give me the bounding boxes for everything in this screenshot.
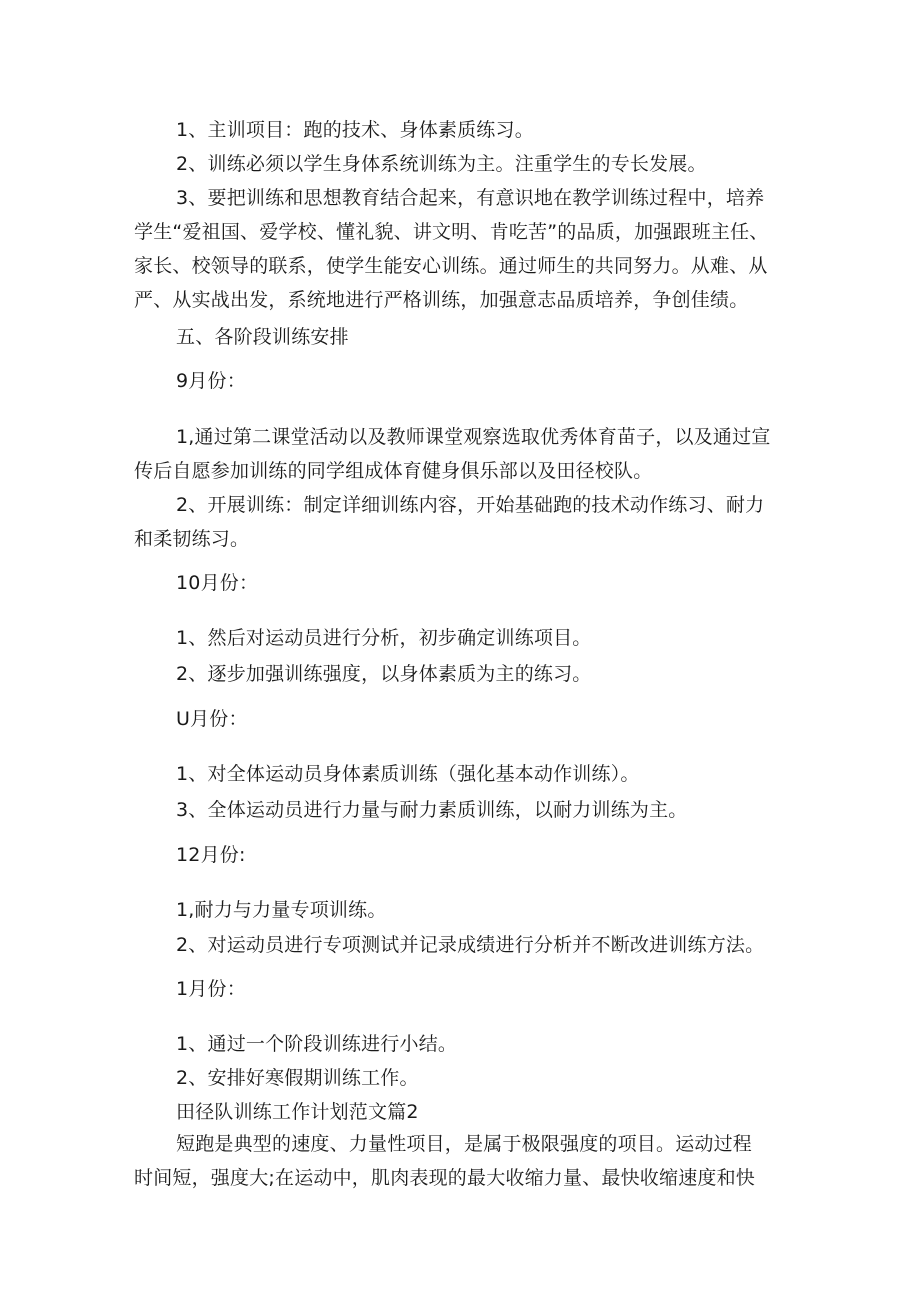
month-heading: U月份：: [176, 708, 248, 730]
paragraph-line: 2、开展训练：制定详细训练内容，开始基础跑的技术动作练习、耐力: [176, 494, 765, 516]
paragraph-line: 严、从实战出发，系统地进行严格训练，加强意志品质培养，争创佳绩。: [134, 289, 749, 311]
paragraph-line: 2、逐步加强训练强度，以身体素质为主的练习。: [176, 663, 592, 685]
month-heading: 10月份：: [176, 572, 259, 594]
paragraph-line: 2、训练必须以学生身体系统训练为主。注重学生的专长发展。: [176, 153, 707, 175]
paragraph-line: 1、通过一个阶段训练进行小结。: [176, 1033, 458, 1055]
paragraph-line: 时间短，强度大;在运动中，肌肉表现的最大收缩力量、最快收缩速度和快: [134, 1167, 756, 1189]
month-heading: 12月份:: [176, 844, 246, 866]
paragraph-line: 1,耐力与力量专项训练。: [176, 899, 387, 921]
paragraph-line: 1、然后对运动员进行分析，初步确定训练项目。: [176, 627, 592, 649]
paragraph-line: 短跑是典型的速度、力量性项目，是属于极限强度的项目。运动过程: [176, 1133, 753, 1155]
paragraph-line: 2、对运动员进行专项测试并记录成绩进行分析并不断改进训练方法。: [176, 934, 765, 956]
article-title: 田径队训练工作计划范文篇2: [176, 1101, 419, 1123]
paragraph-line: 2、安排好寒假期训练工作。: [176, 1067, 419, 1089]
paragraph-line: 1、主训项目：跑的技术、身体素质练习。: [176, 119, 534, 141]
section-heading: 五、各阶段训练安排: [176, 326, 349, 348]
paragraph-line: 家长、校领导的联系，使学生能安心训练。通过师生的共同努力。从难、从: [134, 255, 768, 277]
paragraph-line: 1,通过第二课堂活动以及教师课堂观察选取优秀体育苗子，以及通过宣: [176, 426, 771, 448]
paragraph-line: 1、对全体运动员身体素质训练（强化基本动作训练）。: [176, 763, 640, 785]
paragraph-line: 3、要把训练和思想教育结合起来，有意识地在教学训练过程中，培养: [176, 187, 765, 209]
month-heading: 9月份：: [176, 370, 246, 392]
month-heading: 1月份：: [176, 978, 246, 1000]
paragraph-line: 和柔韧练习。: [134, 528, 250, 550]
paragraph-line: 学生“爱祖国、爱学校、懂礼貌、讲文明、肯吃苦”的品质，加强跟班主任、: [134, 221, 769, 243]
paragraph-line: 3、全体运动员进行力量与耐力素质训练，以耐力训练为主。: [176, 799, 688, 821]
paragraph-line: 传后自愿参加训练的同学组成体育健身俱乐部以及田径校队。: [134, 460, 653, 482]
